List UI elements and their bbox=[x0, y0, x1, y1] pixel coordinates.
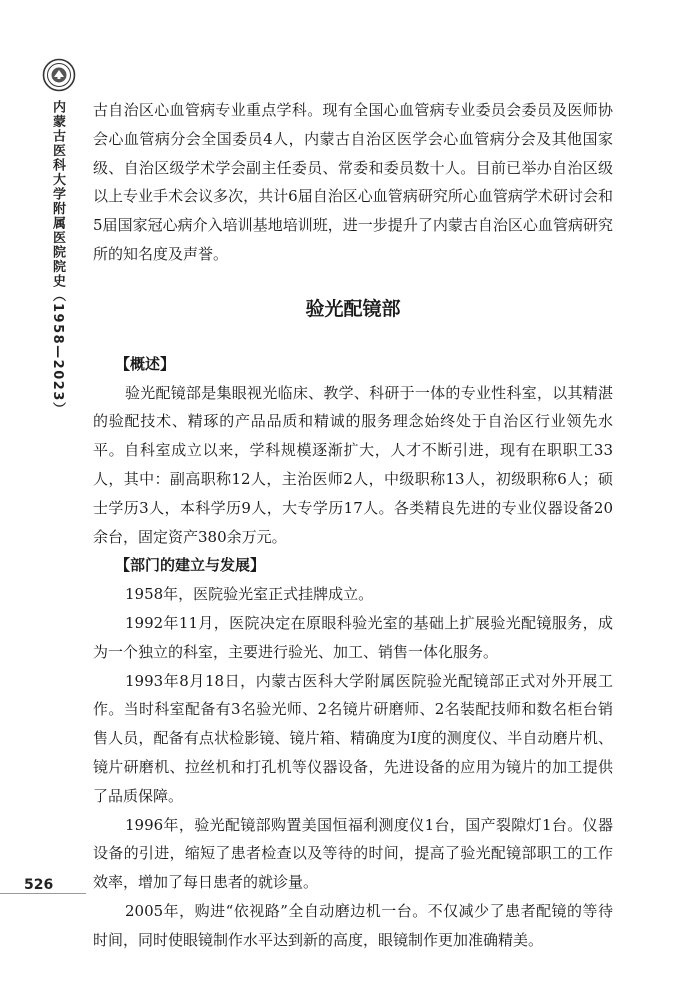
history-paragraph-2005: 2005年，购进“依视路”全自动磨边机一台。不仅减少了患者配镜的等待时间，同时使眼镜制作水平达到新的高度，眼镜制作更加准确精美。 bbox=[93, 901, 613, 949]
page-number: 526 bbox=[24, 877, 54, 893]
book-vertical-title: 内蒙古医科大学附属医院院史（1958—2023） bbox=[50, 100, 65, 417]
history-heading: 【部门的建立与发展】 bbox=[115, 556, 266, 575]
overview-heading: 【概述】 bbox=[115, 354, 176, 373]
overview-paragraph: 验光配镜部是集眼视光临床、教学、科研于一体的专业性科室，以其精湛的验配技术、精琢的产品品质和精诚的服务理念始终处于自治区行业领先水平。自科室成立以来，学科规模逐渐扩大，人才不断引进，现有在职职工33人，其中：副高职称12人，主治医师2人，中级职称13人，初级职称6人；硕士学历3人，本科学历9人，大专学历17人。各类精良先进的专业仪器设备20余台，固定资产380余万元。 bbox=[93, 383, 613, 546]
history-paragraph-1958: 1958年，医院验光室正式挂牌成立。 bbox=[125, 585, 374, 604]
history-paragraph-1992: 1992年11月，医院决定在原眼科验光室的基础上扩展验光配镜服务，成为一个独立的科室，主要进行验光、加工、销售一体化服务。 bbox=[93, 613, 613, 661]
page-content bbox=[93, 96, 613, 955]
history-paragraph-1996: 1996年，验光配镜部购置美国恒福利测度仪1台，国产裂隙灯1台。仪器设备的引进，缩短了患者检查以及等待的时间，提高了验光配镜部职工的工作效率，增加了每日患者的就诊量。 bbox=[93, 815, 613, 892]
section-title: 验光配镜部 bbox=[305, 297, 401, 320]
history-paragraph-1993: 1993年8月18日，内蒙古医科大学附属医院验光配镜部正式对外开展工作。当时科室配备有3名验光师、2名镜片研磨师、2名装配技师和数名柜台销售人员，配备有点状检影镜、镜片箱、精确度为Ⅰ度的测度仪、半自动磨片机、镜片研磨机、拉丝机和打孔机等仪器设备，先进设备的应用为镜片的加工提供了品质保障。 bbox=[93, 671, 613, 805]
page-number-rule bbox=[0, 893, 86, 894]
university-seal-icon bbox=[42, 58, 76, 92]
intro-paragraph: 古自治区心血管病专业重点学科。现有全国心血管病专业委员会委员及医师协会心血管病分会全国委员4人，内蒙古自治区医学会心血管病分会及其他国家级、自治区级学术学会副主任委员、常委和委员数十人。目前已举办自治区级以上专业手术会议多次，共计6届自治区心血管病研究所心血管病学术研讨会和5届国家冠心病介入培训基地培训班，进一步提升了内蒙古自治区心血管病研究所的知名度及声誉。 bbox=[93, 101, 613, 263]
book-sidebar bbox=[0, 0, 88, 983]
